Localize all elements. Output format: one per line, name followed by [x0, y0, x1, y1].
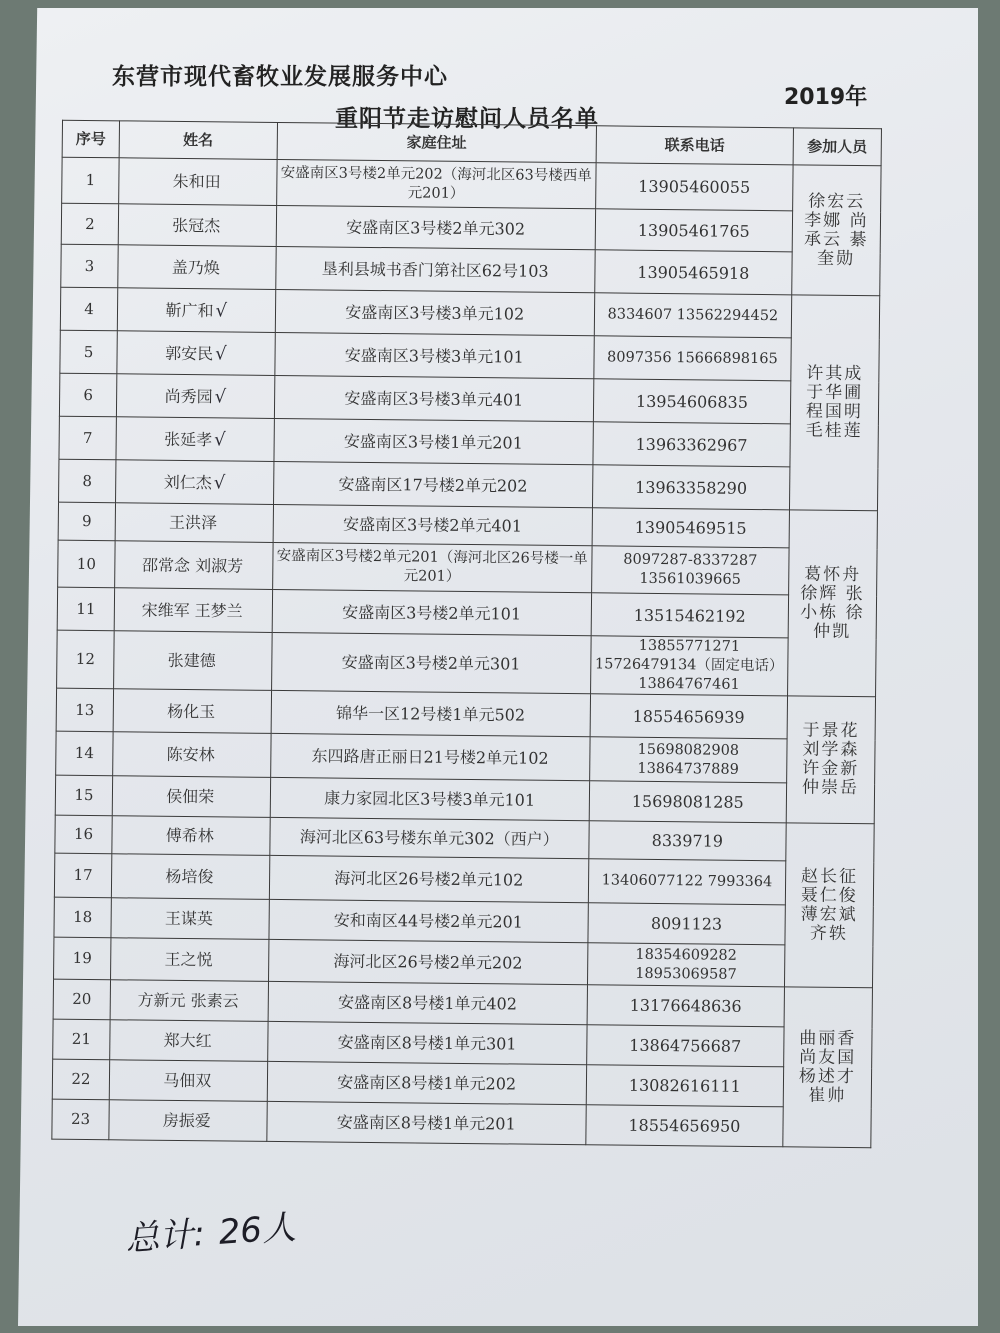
row-name-cell [110, 980, 268, 1022]
row-name-text: 刘仁杰 [163, 472, 212, 492]
row-number-cell: 5 [60, 330, 117, 374]
row-phone-cell: 13864756687 [587, 1025, 784, 1067]
row-name-cell [118, 204, 276, 247]
row-number-cell: 8 [59, 459, 116, 503]
row-phone-cell: 8339719 [589, 821, 786, 861]
row-number-cell: 19 [54, 937, 111, 980]
row-number-cell: 11 [57, 587, 114, 631]
row-number-cell: 6 [59, 373, 116, 417]
row-name-cell [113, 689, 271, 734]
document-year: 2019年 [784, 85, 868, 110]
row-phone-cell: 13515462192 [591, 593, 788, 638]
participants-group-cell: 曲丽香 尚友国 杨述才 崔帅 [783, 987, 873, 1148]
row-address-cell: 安盛南区3号楼2单元202（海河北区63号楼西单元201） [276, 159, 596, 208]
row-name-cell [111, 854, 269, 900]
handwritten-check-mark: √ [215, 342, 227, 364]
handwritten-check-mark: √ [215, 299, 228, 321]
row-name-cell [116, 374, 274, 419]
col-header-participants: 参加人员 [793, 128, 882, 166]
row-phone-cell: 18354609282 18953069587 [587, 943, 784, 987]
row-phone-cell: 13905465918 [595, 250, 792, 295]
row-name-text: 王谋英 [164, 908, 214, 929]
row-name-text: 郭安民 [165, 343, 214, 363]
row-name-cell [119, 158, 277, 206]
row-number-cell: 12 [57, 630, 115, 689]
row-number-cell: 14 [56, 731, 113, 776]
row-phone-cell: 18554656950 [586, 1105, 783, 1147]
row-number-cell: 22 [52, 1059, 109, 1100]
row-name-cell [114, 588, 272, 633]
visit-roster-table [51, 120, 882, 1149]
row-name-cell [117, 331, 275, 376]
row-name-cell [109, 1060, 267, 1102]
row-address-cell: 安盛南区3号楼2单元201（海河北区26号楼一单元201） [272, 542, 592, 592]
row-name-text: 王之悦 [164, 949, 213, 970]
row-address-cell: 安盛南区8号楼1单元402 [268, 981, 588, 1024]
row-phone-cell: 8097356 15666898165 [594, 336, 791, 381]
row-name-text: 傅希林 [165, 825, 214, 846]
visit-roster-sheet [51, 120, 882, 1197]
handwritten-check-mark: √ [213, 471, 226, 493]
participants-group-cell: 徐宏云 李娜 尚承云 綦奎勋 [792, 165, 881, 296]
row-address-cell: 安盛南区8号楼1单元202 [267, 1061, 587, 1104]
row-address-cell: 安盛南区3号楼2单元301 [271, 632, 591, 693]
row-name-text: 尚秀园 [164, 386, 213, 406]
participants-group-cell: 许其成 于华圃 程国明 毛桂莲 [789, 295, 879, 511]
row-number-cell: 13 [56, 688, 113, 732]
row-address-cell: 安盛南区3号楼2单元401 [273, 504, 593, 545]
col-header-address: 家庭住址 [277, 122, 597, 162]
roster-body [52, 157, 881, 1148]
row-address-cell: 安和南区44号楼2单元201 [269, 899, 589, 942]
row-phone-cell: 8097287-8337287 13561039665 [591, 546, 788, 595]
row-number-cell: 4 [60, 287, 117, 331]
row-name-cell [112, 776, 270, 818]
row-number-cell: 20 [53, 979, 110, 1020]
row-name-text: 邵常念 刘淑芳 [142, 555, 244, 576]
table-row [57, 630, 877, 697]
row-name-cell [117, 288, 275, 333]
row-name-cell [116, 417, 274, 462]
row-name-text: 方新元 张素云 [137, 990, 239, 1011]
row-address-cell: 安盛南区3号楼3单元102 [275, 289, 595, 335]
row-number-cell: 18 [54, 897, 111, 938]
handwritten-check-mark: √ [214, 385, 227, 407]
row-number-cell: 23 [52, 1099, 109, 1140]
row-name-cell [112, 816, 270, 856]
row-phone-cell: 13905469515 [592, 508, 789, 548]
col-header-phone: 联系电话 [596, 126, 793, 165]
row-number-cell: 21 [53, 1019, 110, 1060]
row-number-cell: 2 [61, 203, 118, 245]
col-header-name: 姓名 [119, 121, 277, 160]
row-name-text: 马佃双 [163, 1070, 212, 1091]
row-number-cell: 9 [58, 502, 115, 541]
row-phone-cell: 13905460055 [596, 163, 793, 211]
row-phone-cell: 13406077122 7993364 [588, 859, 785, 905]
handwritten-check-mark: √ [214, 428, 226, 450]
row-name-text: 张建德 [167, 650, 216, 671]
row-number-cell: 15 [55, 775, 112, 816]
row-name-text: 王洪泽 [169, 512, 218, 533]
row-name-text: 盖乃焕 [171, 257, 220, 277]
row-address-cell: 安盛南区3号楼2单元101 [272, 589, 592, 635]
table-row [58, 540, 877, 596]
row-name-text: 靳广和 [165, 300, 214, 320]
row-number-cell: 1 [62, 157, 119, 204]
row-name-text: 郑大红 [163, 1030, 212, 1051]
row-phone-cell: 18554656939 [590, 694, 787, 739]
row-phone-cell: 8334607 13562294452 [594, 293, 791, 338]
row-phone-cell: 13905461765 [595, 209, 792, 252]
row-phone-cell: 13954606835 [593, 379, 790, 424]
row-phone-cell: 15698081285 [589, 781, 786, 823]
participants-group-cell: 于景花 刘学森 许金新 仲崇岳 [786, 696, 875, 824]
row-phone-cell: 13963362967 [593, 422, 790, 467]
row-name-cell [109, 1100, 267, 1142]
document-title-list: 重阳节走访慰问人员名单 [335, 106, 599, 132]
row-number-cell: 17 [54, 853, 111, 898]
row-name-text: 张延孝 [164, 429, 213, 449]
row-name-cell [113, 732, 271, 778]
row-address-cell: 安盛南区8号楼1单元301 [267, 1021, 587, 1064]
row-address-cell: 垦利县城书香门第社区62号103 [275, 246, 595, 292]
participants-group-cell: 葛怀舟 徐辉 张小栋 徐仲凯 [787, 510, 877, 697]
row-phone-cell: 8091123 [588, 903, 785, 945]
row-name-cell [115, 503, 273, 543]
row-number-cell: 10 [58, 540, 116, 588]
row-name-cell [110, 1020, 268, 1062]
row-name-cell [116, 460, 274, 505]
row-name-cell [115, 541, 273, 590]
row-name-text: 侯佃荣 [166, 786, 215, 807]
row-name-text: 宋维军 王梦兰 [141, 600, 243, 621]
row-address-cell: 安盛南区3号楼3单元401 [274, 375, 594, 421]
row-address-cell: 海河北区26号楼2单元102 [269, 855, 589, 902]
row-address-cell: 安盛南区17号楼2单元202 [273, 461, 593, 507]
row-number-cell: 7 [59, 416, 116, 460]
row-phone-cell: 13082616111 [586, 1065, 783, 1107]
row-phone-cell: 13963358290 [592, 465, 789, 510]
row-name-text: 杨培俊 [165, 866, 214, 887]
row-number-cell: 16 [55, 815, 112, 854]
row-name-cell [111, 938, 269, 982]
row-name-text: 陈安林 [166, 744, 215, 765]
participants-group-cell: 赵长征 聂仁俊 薄宏斌 齐轶 [784, 823, 874, 988]
row-name-text: 杨化玉 [167, 701, 216, 721]
document-title-org: 东营市现代畜牧业发展服务中心 [112, 64, 448, 90]
table-row [52, 1099, 871, 1148]
row-name-text: 张冠杰 [172, 215, 221, 235]
row-name-text: 朱和田 [172, 171, 221, 192]
row-number-cell: 3 [61, 244, 118, 288]
row-name-cell [118, 245, 276, 290]
row-name-text: 房振爱 [162, 1110, 211, 1131]
row-address-cell: 安盛南区8号楼1单元201 [266, 1101, 586, 1144]
row-address-cell: 安盛南区3号楼1单元201 [274, 418, 594, 464]
row-name-cell [114, 631, 272, 691]
row-phone-cell: 15698082908 13864737889 [590, 737, 787, 783]
total-value: 26人 [217, 1207, 298, 1253]
row-phone-cell: 13176648636 [587, 985, 784, 1027]
row-address-cell: 锦华一区12号楼1单元502 [271, 690, 591, 736]
row-address-cell: 东四路唐正丽日21号楼2单元102 [270, 733, 590, 780]
row-address-cell: 康力家园北区3号楼3单元101 [270, 777, 590, 820]
row-phone-cell: 13855771271 15726479134（固定电话）13864767461 [590, 636, 788, 696]
row-name-cell [111, 898, 269, 940]
row-address-cell: 安盛南区3号楼2单元302 [276, 205, 596, 249]
total-label: 总计: [124, 1213, 207, 1260]
row-address-cell: 海河北区63号楼东单元302（西户） [269, 817, 589, 858]
row-address-cell: 海河北区26号楼2单元202 [268, 939, 588, 984]
row-address-cell: 安盛南区3号楼3单元101 [274, 332, 594, 378]
col-header-no: 序号 [62, 120, 119, 158]
